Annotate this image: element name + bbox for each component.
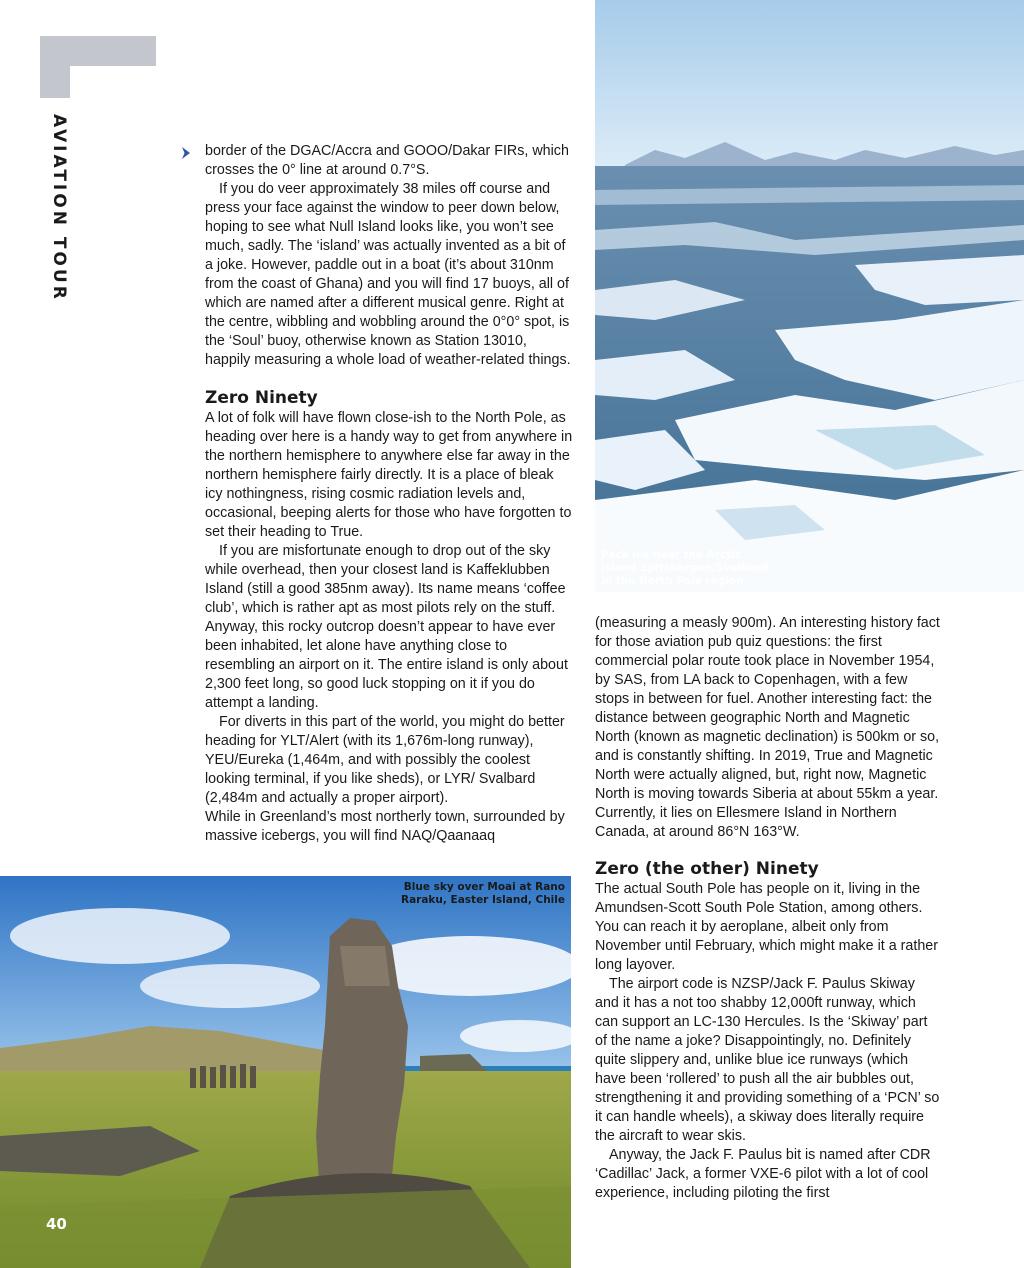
paragraph: The actual South Pole has people on it, living in the Amundsen-Scott South Pole Station, among others. You can reach it by aeroplane, albeit only from November until February, which might make it a rather long layover. — [595, 881, 938, 973]
paragraph: If you do veer approximately 38 miles off course and press your face against the window to peer down below, hoping to see what Null Island looks like, you won’t see much, sadly. The ‘island’ was actually invented as a bit of a joke. However, paddle out in a boat (it’s about 310nm from the coast of Ghana) and you will find 17 buoys, all of which are named after a different musical genre. Right at the centre, wibbling and wobbling around the 0°0° spot, is the ‘Soul’ buoy, otherwise known as Station 13010, happily measuring a whole load of weather-related things. — [205, 181, 571, 368]
paragraph: A lot of folk will have flown close-ish to the North Pole, as heading over here is a handy way to get from anywhere in the northern hemisphere to anywhere else far away in the northern hemisphere fairly directly. It is a place of bleak icy nothingness, rising cosmic radiation levels and, occasional, beeping alerts for those who have forgotten to set their heading to True. — [205, 410, 573, 540]
page-number: 40 — [46, 1215, 67, 1233]
paragraph: For diverts in this part of the world, you might do better heading for YLT/Alert (with its 1,676m-long runway), YEU/Eureka (1,464m, and with possibly the coolest looking terminal, if you like sheds), or LYR/ Svalbard (2,484m and actually a proper airport). — [205, 714, 565, 806]
paragraph: While in Greenland’s most northerly town, surrounded by massive icebergs, you will find NAQ/Qaanaaq — [205, 809, 565, 844]
photo-caption-bottom: Blue sky over Moai at Rano Raraku, Easter Island, Chile — [401, 881, 565, 906]
paragraph: border of the DGAC/Accra and GOOO/Dakar FIRs, which crosses the 0° line at around 0.7°S. — [205, 143, 569, 178]
paragraph: Anyway, the Jack F. Paulus bit is named after CDR ‘Cadillac’ Jack, a former VXE-6 pilot with a lot of cool experience, including piloting the first — [595, 1147, 931, 1201]
section-label: AVIATION TOUR — [49, 114, 69, 302]
section-heading: Zero (the other) Ninety — [595, 859, 819, 879]
continuation-arrow-icon — [181, 146, 191, 160]
section-heading: Zero Ninety — [205, 388, 318, 408]
photo-caption-top: Pack ice near the Arctic island Spitsbergen/Svalbard in the North Pole region — [601, 549, 769, 587]
paragraph: (measuring a measly 900m). An interesting history fact for those aviation pub quiz questions: the first commercial polar route took place in November 1954, by SAS, from LA back to Copenhagen, with a few stops in between for fuel. Another interesting fact: the distance between geographic North and Magnetic North (known as magnetic declination) is 500km or so, and is constantly shifting. In 2019, True and Magnetic North were actually aligned, but, right now, Magnetic North is moving towards Siberia at about 55km a year. Currently, it lies on Ellesmere Island in Northern Canada, at around 86°N 163°W. — [595, 615, 940, 840]
left-column — [205, 142, 573, 846]
pack-ice-photo — [595, 0, 1024, 592]
right-column — [595, 614, 940, 1203]
moai-photo — [0, 876, 571, 1268]
paragraph: The airport code is NZSP/Jack F. Paulus Skiway and it has a not too shabby 12,000ft runway, which can support an LC-130 Hercules. Is the ‘Skiway’ part of the name a joke? Disappointingly, no. Definitely quite slippery and, unlike blue ice runways (which have been ‘rollered’ to push all the air bubbles out, strengthening it and providing something of a ‘PCN’ so it can handle wheels), a skiway does literally require the aircraft to wear skis. — [595, 976, 940, 1144]
corner-accent-vertical — [40, 36, 70, 98]
paragraph: If you are misfortunate enough to drop out of the sky while overhead, then your closest land is Kaffeklubben Island (still a good 385nm away). Its name means ‘coffee club’, which is rather apt as most pilots rely on the stuff. Anyway, this rocky outcrop doesn’t appear to have ever been inhabited, let alone have anything close to resembling an airport on it. The entire island is only about 2,300 feet long, so good luck stopping on it if you do attempt a landing. — [205, 543, 568, 711]
